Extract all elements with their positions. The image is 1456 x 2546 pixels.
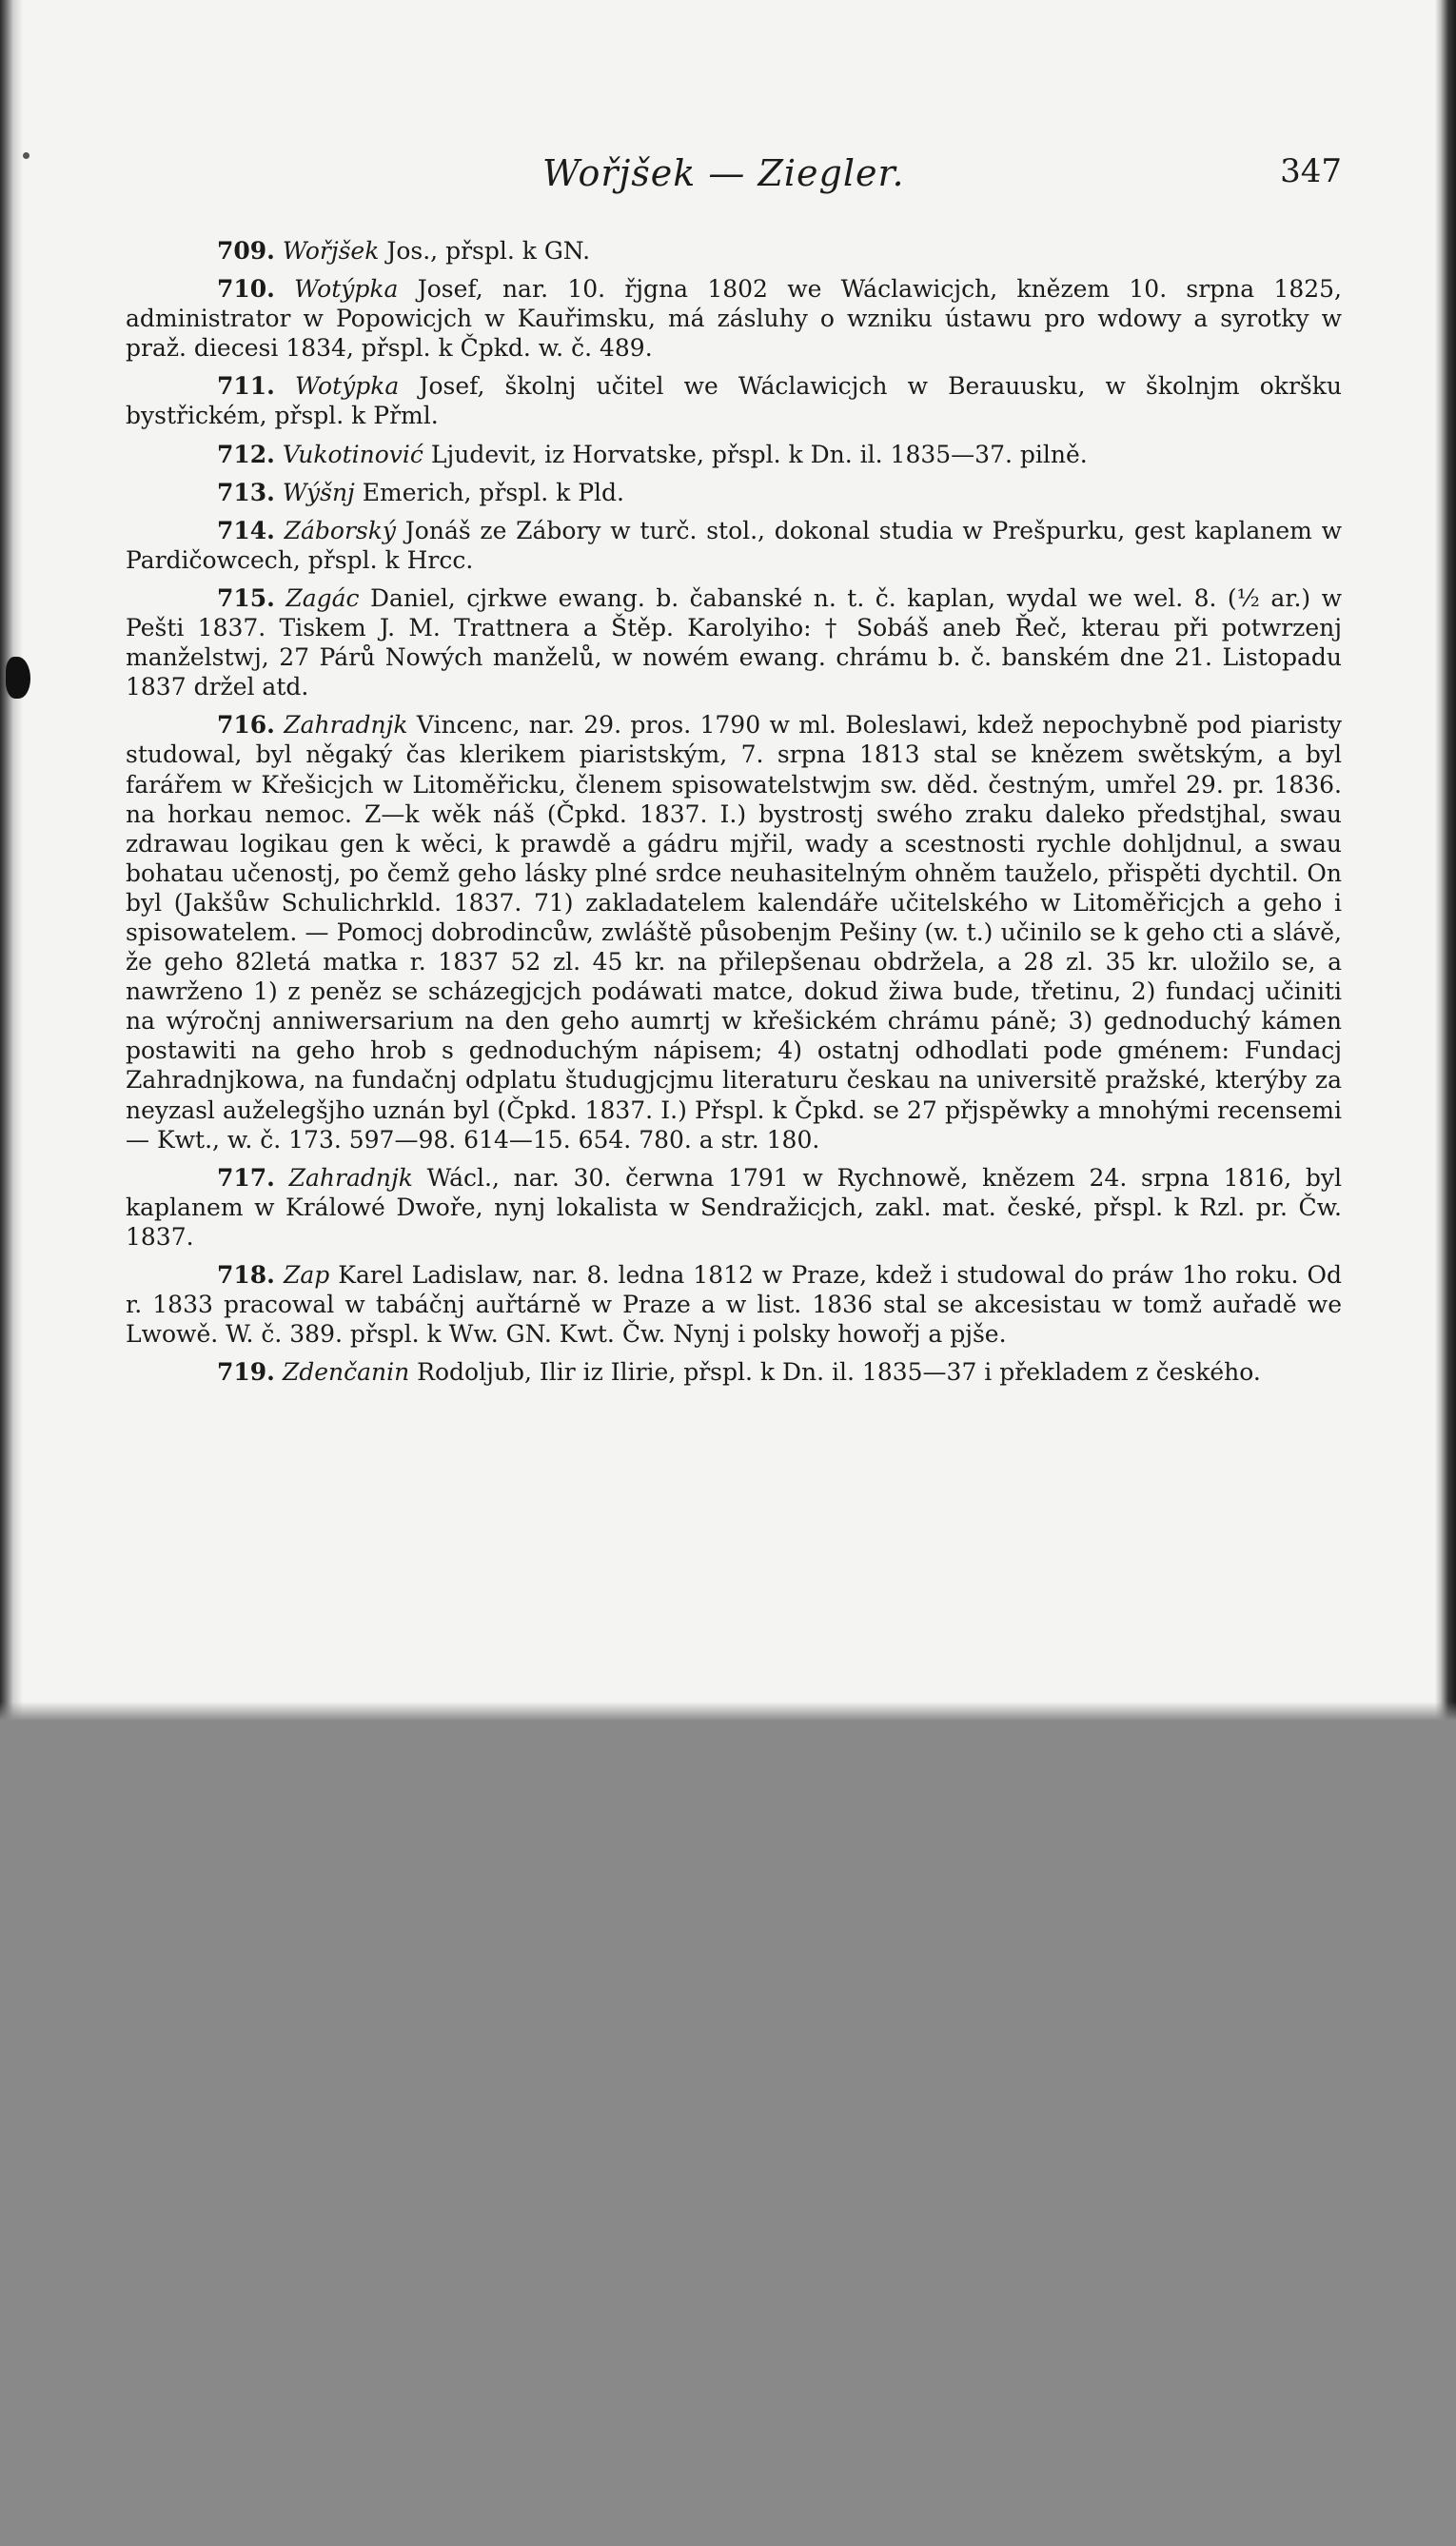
running-head: Wořjšek — Ziegler. <box>542 152 905 194</box>
entry-number: 712. <box>217 440 275 468</box>
entry-text: Ljudevit, iz Horvatske, přspl. k Dn. il. 1835—37. pilně. <box>423 440 1088 468</box>
entry-name: Wotýpka <box>295 372 400 401</box>
ink-blot <box>6 657 30 699</box>
entry-name: Wýšnj <box>282 478 355 506</box>
entry-text: Wácl., nar. 30. čerwna 1791 w Rychnowě, knězem 24. srpna 1816, byl kaplanem w Králowé Dwoře, nynj lokalista w Sendražicjch, zakl. mat. české, přspl. k Rzl. pr. Čw. 1837. <box>126 1163 1342 1251</box>
ink-speck <box>23 152 30 159</box>
entry-text: Jonáš ze Zábory w turč. stol., dokonal studia w Prešpurku, gest kaplanem w Pardičowcech, přspl. k Hrcc. <box>126 516 1342 574</box>
entry-text: Vincenc, nar. 29. pros. 1790 w ml. Boleslawi, kdež nepochybně pod piaristy studowal, byl něgaký čas klerikem piaristským, 7. srpna 1813 stal se knězem swětským, a byl farářem w Křešicjch w Litoměřicku, členem spisowatelstwjm sw. děd. čestným, umřel 29. pr. 1836. na horkau nemoc. Z—k wěk náš (Čpkd. 1837. I.) bystrostj swého zraku daleko předstjhal, swau zdrawau logikau gen k wěci, k prawdě a gádru mjřil, wady a scestnosti rychle dohljdnul, a swau bohatau učenostj, po čemž geho lásky plné srdce neuhasitelným ohněm tauželo, přispěti dychtil. On byl (Jakšůw Schulichrkld. 1837. 71) zakladatelem kalendáře učitelského w Litoměřicjch a geho i spisowatelem. — Pomocj dobrodincůw, zwláště působenjm Pešiny (w. t.) učinilo se k geho cti a slávě, že geho 82letá matka r. 1837 52 zl. 45 kr. na přilepšenau obdržela, a 28 zl. 35 kr. uložilo se, a nawrženo 1) z peněz se scházegjcjch podáwati matce, dokud žiwa bude, třetinu, 2) fundacj učiniti na wýročnj anniwersarium na den geho aumrtj w křešickém chrámu páně; 3) gednoduchý kámen postawiti na geho hrob s gednoduchým nápisem; 4) ostatnj odhodlati pode gménem: Fundacj Zahradnjkowa, na fundačnj odplatu študugjcjmu literaturu českau na universitě pražské, kterýby za neyzasl auželegšjho uznán byl (Čpkd. 1837. I.) Přspl. k Čpkd. se 27 přjspěwky a mnohými recensemi — Kwt., w. č. 173. 597—98. 614—15. 654. 780. a str. 180. <box>126 711 1342 1154</box>
entry <box>126 478 1342 507</box>
entry-name: Vukotinović <box>282 440 423 468</box>
entry <box>126 583 1342 701</box>
entry-text: Josef, nar. 10. řjgna 1802 we Wáclawicjch, knězem 10. srpna 1825, administrator w Popowicjch w Kauřimsku, má zásluhy o wzniku ústawu pro wdowy a syrotky w praž. diecesi 1834, přspl. k Čpkd. w. č. 489. <box>126 275 1343 363</box>
entry <box>126 1357 1342 1387</box>
entry <box>126 710 1342 1154</box>
entry-number: 717. <box>217 1163 275 1192</box>
entry-text: Rodoljub, Ilir iz Ilirie, přspl. k Dn. il. 1835—37 i překladem z českého. <box>409 1358 1261 1387</box>
entry-text: Jos., přspl. k GN. <box>379 237 591 265</box>
entry-text: Emerich, přspl. k Pld. <box>354 478 624 506</box>
entry-name: Záborský <box>284 516 397 544</box>
entry-name: Zahradnjk <box>284 711 408 740</box>
entry-number: 716. <box>217 711 275 740</box>
entry-number: 718. <box>217 1261 275 1289</box>
entry <box>126 516 1342 575</box>
entry-number: 713. <box>217 478 275 506</box>
cropped-line-edge <box>0 1702 1456 1721</box>
entry-number: 709. <box>217 237 275 265</box>
entry-name: Zap <box>283 1261 330 1289</box>
entry-number: 719. <box>217 1358 275 1387</box>
page-outer-edge <box>1435 0 1456 1721</box>
entry-text: Josef, školnj učitel we Wáclawicjch w Berauusku, w školnjm okršku bystřickém, přspl. k Přml. <box>126 372 1342 430</box>
entry-number: 711. <box>217 372 275 401</box>
entry-text: Karel Ladislaw, nar. 8. ledna 1812 w Praze, kdež i studowal do práw 1ho roku. Od r. 1833 pracowal w tabáčnj auřtárně w Praze a w list. 1836 stal se akcesistau w tomž auřadě we Lwowě. W. č. 389. přspl. k Ww. GN. Kwt. Čw. Nynj i polsky howořj a pjše. <box>126 1261 1342 1349</box>
page-binding-edge <box>0 0 23 1721</box>
page-number: 347 <box>1280 152 1342 190</box>
entry-name: Wořjšek <box>282 237 380 265</box>
entry-number: 714. <box>217 516 275 544</box>
entry-name: Zahradnjk <box>288 1163 413 1192</box>
entry <box>126 1260 1342 1349</box>
entry <box>126 1163 1342 1252</box>
entry-name: Zdenčanin <box>282 1358 410 1387</box>
dictionary-entries <box>126 236 1342 1395</box>
entry <box>126 440 1342 469</box>
entry-name: Wotýpka <box>294 275 399 304</box>
blank-gray-area <box>0 1721 1456 2546</box>
entry <box>126 371 1342 430</box>
entry-number: 710. <box>217 275 275 304</box>
entry <box>126 236 1342 266</box>
entry-text: Daniel, cjrkwe ewang. b. čabanské n. t. č. kaplan, wydal we wel. 8. (½ ar.) w Pešti 1837. Tiskem J. M. Trattnera a Štěp. Karolyiho: † Sobáš aneb Řeč, kterau při potwrzenj manželstwj, 27 Párů Nowých manželů, w nowém ewang. chrámu b. č. banském dne 21. Listopadu 1837 držel atd. <box>126 583 1343 701</box>
entry <box>126 274 1342 363</box>
entry-number: 715. <box>217 583 275 612</box>
entry-name: Zagác <box>285 583 360 612</box>
page-header <box>219 152 1342 200</box>
